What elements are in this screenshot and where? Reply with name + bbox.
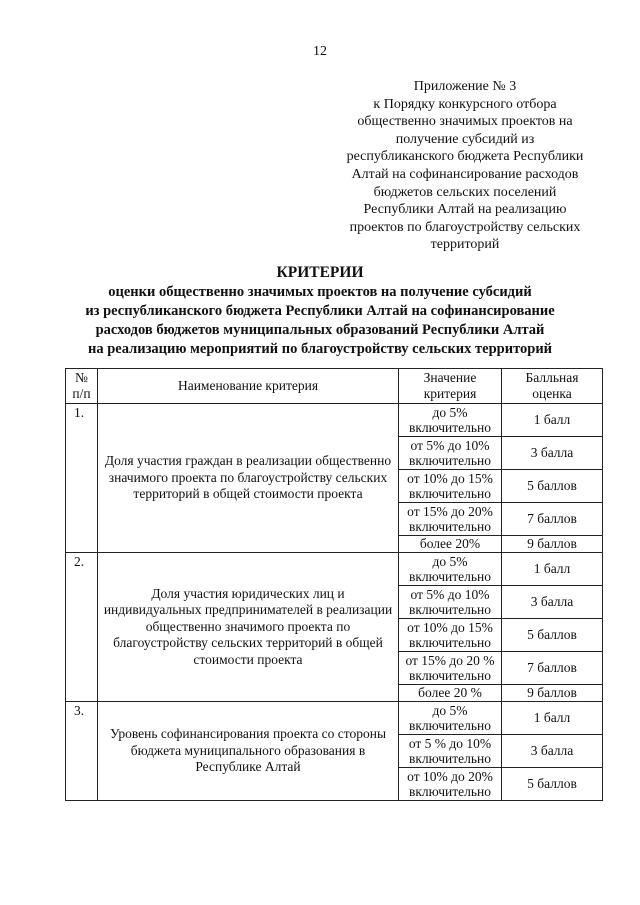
criterion-name: Доля участия граждан в реализации общественно значимого проекта по благоустройству сельских территорий в общей стоимости проекта [98,404,399,553]
appendix-line: республиканского бюджета Республики [346,149,584,165]
criterion-value-line: более 20 % [418,685,482,701]
table-row [66,553,603,586]
criterion-value [399,619,502,652]
criterion-value-line: включительно [408,453,491,468]
criterion-value [399,768,502,801]
criterion-value-line: включительно [408,486,491,501]
criterion-score: 7 баллов [502,503,603,536]
header-value: Значение критерия [399,369,502,404]
criterion-value-line: от 15% до 20 % [405,652,495,668]
appendix-line: территорий [430,237,500,253]
criterion-score: 9 баллов [502,685,603,702]
criterion-value [399,536,502,553]
appendix-line: Республики Алтай на реализацию [363,202,567,218]
header-score: Балльная оценка [502,369,603,404]
criterion-score: 1 балл [502,404,603,437]
criterion-value-line: включительно [408,784,491,799]
heading-line: расходов бюджетов муниципальных образований Республики Алтай [95,322,545,338]
appendix-line: общественно значимых проектов на [357,114,573,130]
criterion-value-line: от 5% до 10% [410,437,490,453]
appendix-line: проектов по благоустройству сельских [349,219,581,235]
table-row [66,404,603,437]
criterion-value-line: включительно [408,751,491,766]
heading-line: оценки общественно значимых проектов на получение субсидий [108,284,532,300]
appendix-line: Приложение № 3 [413,79,517,94]
criterion-score: 3 балла [502,586,603,619]
criterion-value-line: до 5% [432,702,468,718]
criterion-value-line: включительно [408,569,491,584]
criterion-value-line: от 5 % до 10% [408,735,492,751]
criterion-number: 2. [66,553,98,702]
criterion-value-line: до 5% [432,404,468,420]
table-row [66,702,603,735]
criteria-table-body [66,404,603,801]
criterion-score: 1 балл [502,553,603,586]
criterion-name: Доля участия юридических лиц и индивидуальных предпринимателей в реализации общественно значимого проекта по благоустройству сельских территорий в общей стоимости проекта [98,553,399,702]
criterion-number: 1. [66,404,98,553]
criterion-value-line: включительно [408,635,491,650]
criterion-value [399,652,502,685]
header-num: № п/п [66,369,98,404]
criterion-value [399,735,502,768]
criterion-value [399,553,502,586]
header-name: Наименование критерия [98,369,399,404]
heading-title: КРИТЕРИИ [276,264,364,281]
heading-line: из республиканского бюджета Республики Алтай на софинансирование [85,303,555,319]
criterion-score: 5 баллов [502,619,603,652]
criterion-value-line: от 15% до 20% [407,503,493,519]
criterion-score: 5 баллов [502,768,603,801]
appendix-line: бюджетов сельских поселений [373,184,557,200]
criterion-value-line: включительно [408,519,491,534]
criterion-value-line: от 10% до 15% [407,470,493,486]
criterion-value [399,437,502,470]
appendix-block [330,78,600,254]
criterion-score: 9 баллов [502,536,603,553]
criterion-score: 1 балл [502,702,603,735]
criterion-value [399,503,502,536]
criterion-value-line: от 5% до 10% [410,586,490,602]
criterion-value-line: включительно [408,602,491,617]
heading-line: на реализацию мероприятий по благоустройству сельских территорий [87,341,553,357]
criterion-score: 3 балла [502,735,603,768]
criterion-score: 7 баллов [502,652,603,685]
criterion-value [399,470,502,503]
criterion-value [399,685,502,702]
table-header-row [66,369,603,404]
criterion-value [399,404,502,437]
criterion-value [399,586,502,619]
criterion-score: 3 балла [502,437,603,470]
document-heading [0,263,640,359]
page-number: 12 [313,44,327,59]
criterion-value-line: от 10% до 20% [407,768,493,784]
appendix-line: получение субсидий из [395,131,535,147]
criterion-value [399,702,502,735]
criterion-value-line: до 5% [432,553,468,569]
criteria-table [65,368,603,801]
criterion-value-line: включительно [408,668,491,683]
criterion-score: 5 баллов [502,470,603,503]
criterion-value-line: более 20% [419,536,481,552]
criterion-value-line: включительно [408,718,491,733]
criterion-number: 3. [66,702,98,801]
appendix-line: к Порядку конкурсного отбора [373,96,557,112]
criterion-value-line: включительно [408,420,491,435]
criterion-value-line: от 10% до 15% [407,619,493,635]
criterion-name: Уровень софинансирования проекта со стороны бюджета муниципального образования в Республике Алтай [98,702,399,801]
appendix-line: Алтай на софинансирование расходов [351,166,579,182]
